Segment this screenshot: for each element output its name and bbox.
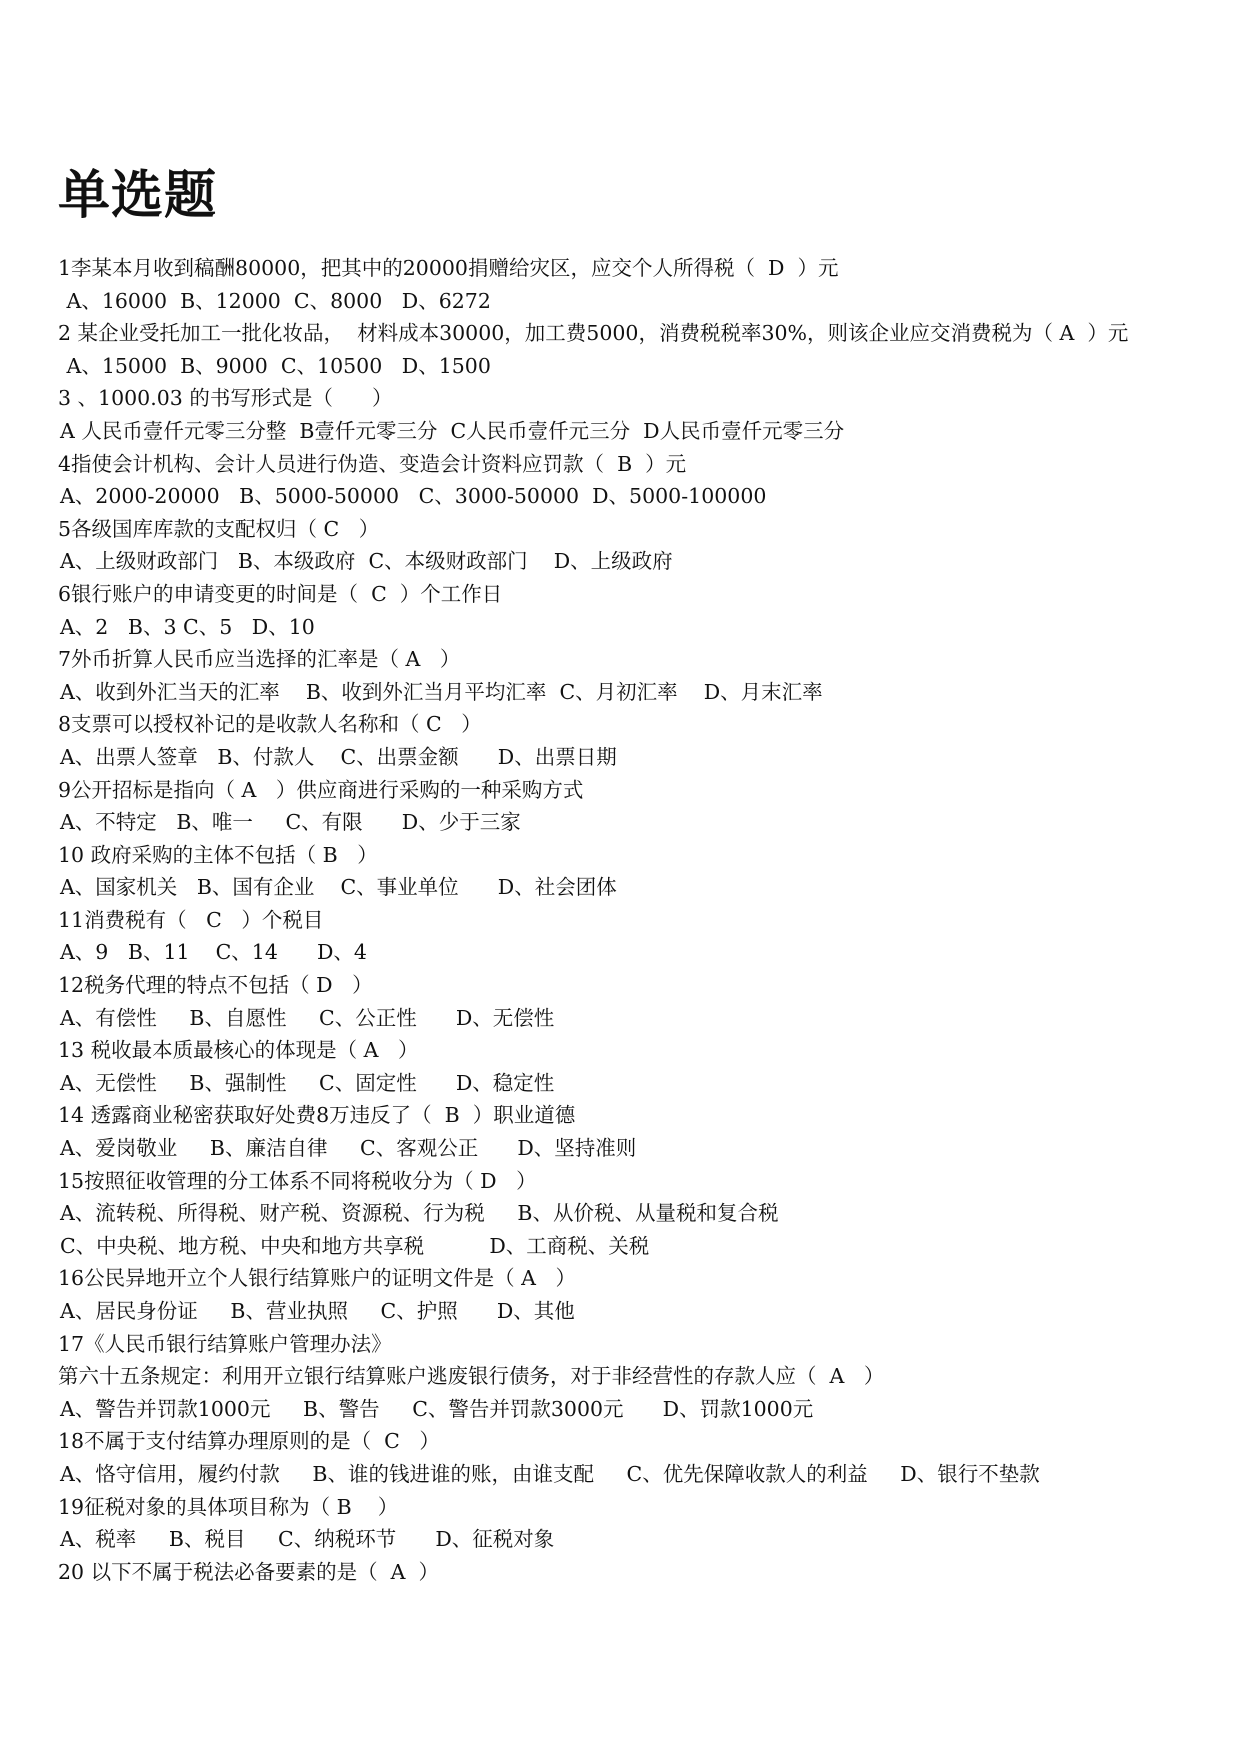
question-line: 19征税对象的具体项目称为（ B ） bbox=[58, 1494, 399, 1519]
question-line: 3 、1000.03 的书写形式是（ ） bbox=[58, 386, 393, 411]
options-line: A 人民币壹仟元零三分整 B壹仟元零三分 C人民币壹仟元三分 D人民币壹仟元零三分 bbox=[60, 418, 845, 443]
question-line: 15按照征收管理的分工体系不同将税收分为（ D ） bbox=[58, 1168, 537, 1193]
question-line: 18不属于支付结算办理原则的是（ C ） bbox=[58, 1429, 440, 1454]
question-line: 1李某本月收到稿酬80000，把其中的20000捐赠给灾区，应交个人所得税（ D ）元 bbox=[58, 256, 839, 280]
question-line: 10 政府采购的主体不包括（ B ） bbox=[58, 842, 378, 867]
options-line: A、无偿性 B、强制性 C、固定性 D、稳定性 bbox=[60, 1070, 555, 1095]
question-line: 9公开招标是指向（ A ）供应商进行采购的一种采购方式 bbox=[58, 777, 584, 802]
options-line: A、出票人签章 B、付款人 C、出票金额 D、出票日期 bbox=[60, 744, 617, 769]
options-line: A、警告并罚款1000元 B、警告 C、警告并罚款3000元 D、罚款1000元 bbox=[60, 1396, 814, 1421]
options-line: A、税率 B、税目 C、纳税环节 D、征税对象 bbox=[60, 1527, 555, 1552]
options-line: A、流转税、所得税、财产税、资源税、行为税 B、从价税、从量税和复合税 bbox=[60, 1201, 779, 1226]
options-line: A、16000 B、12000 C、8000 D、6272 bbox=[60, 288, 491, 313]
options-line: A、15000 B、9000 C、10500 D、1500 bbox=[60, 353, 491, 378]
options-line: A、恪守信用，履约付款 B、谁的钱进谁的账，由谁支配 C、优先保障收款人的利益 D、银行不垫款 bbox=[60, 1461, 1040, 1486]
question-line: 12税务代理的特点不包括（ D ） bbox=[58, 973, 373, 998]
question-line: 20 以下不属于税法必备要素的是（ A ） bbox=[58, 1559, 439, 1584]
question-line: 5各级国库库款的支配权归（ C ） bbox=[58, 516, 380, 541]
question-line: 16公民异地开立个人银行结算账户的证明文件是（ A ） bbox=[58, 1266, 576, 1291]
question-line: 13 税收最本质最核心的体现是（ A ） bbox=[58, 1038, 419, 1063]
options-line: A、上级财政部门 B、本级政府 C、本级财政部门 D、上级政府 bbox=[60, 549, 673, 574]
options-line: A、收到外汇当天的汇率 B、收到外汇当月平均汇率 C、月初汇率 D、月末汇率 bbox=[60, 679, 823, 704]
options-line: A、2 B、3 C、5 D、10 bbox=[60, 614, 315, 639]
options-line: A、居民身份证 B、营业执照 C、护照 D、其他 bbox=[60, 1299, 575, 1323]
question-line: 17《人民币银行结算账户管理办法》 bbox=[58, 1331, 392, 1356]
question-line: 11消费税有（ C ）个税目 bbox=[58, 907, 324, 932]
options-line: A、9 B、11 C、14 D、4 bbox=[60, 940, 367, 965]
options-line: A、有偿性 B、自愿性 C、公正性 D、无偿性 bbox=[60, 1005, 555, 1030]
options-line: C、中央税、地方税、中央和地方共享税 D、工商税、关税 bbox=[60, 1233, 650, 1258]
options-line: A、2000-20000 B、5000-50000 C、3000-50000 D、5000-100000 bbox=[60, 484, 767, 509]
question-list bbox=[58, 252, 1208, 1588]
options-line: A、国家机关 B、国有企业 C、事业单位 D、社会团体 bbox=[60, 875, 617, 900]
question-line: 14 透露商业秘密获取好处费8万违反了（ B ）职业道德 bbox=[58, 1103, 576, 1128]
page-title: 单选题 bbox=[58, 166, 218, 226]
question-line: 6银行账户的申请变更的时间是（ C ）个工作日 bbox=[58, 581, 503, 606]
question-line: 7外币折算人民币应当选择的汇率是（ A ） bbox=[58, 647, 461, 672]
options-line: A、不特定 B、唯一 C、有限 D、少于三家 bbox=[60, 810, 521, 835]
question-line: 第六十五条规定：利用开立银行结算账户逃废银行债务，对于非经营性的存款人应（ A ） bbox=[58, 1364, 885, 1389]
question-line: 8支票可以授权补记的是收款人名称和（ C ） bbox=[58, 712, 482, 737]
question-line: 2 某企业受托加工一批化妆品， 材料成本30000，加工费5000，消费税税率30%，则该企业应交消费税为（ A ）元 bbox=[58, 321, 1129, 346]
question-line: 4指使会计机构、会计人员进行伪造、变造会计资料应罚款（ B ）元 bbox=[58, 451, 687, 476]
options-line: A、爱岗敬业 B、廉洁自律 C、客观公正 D、坚持准则 bbox=[60, 1136, 637, 1161]
